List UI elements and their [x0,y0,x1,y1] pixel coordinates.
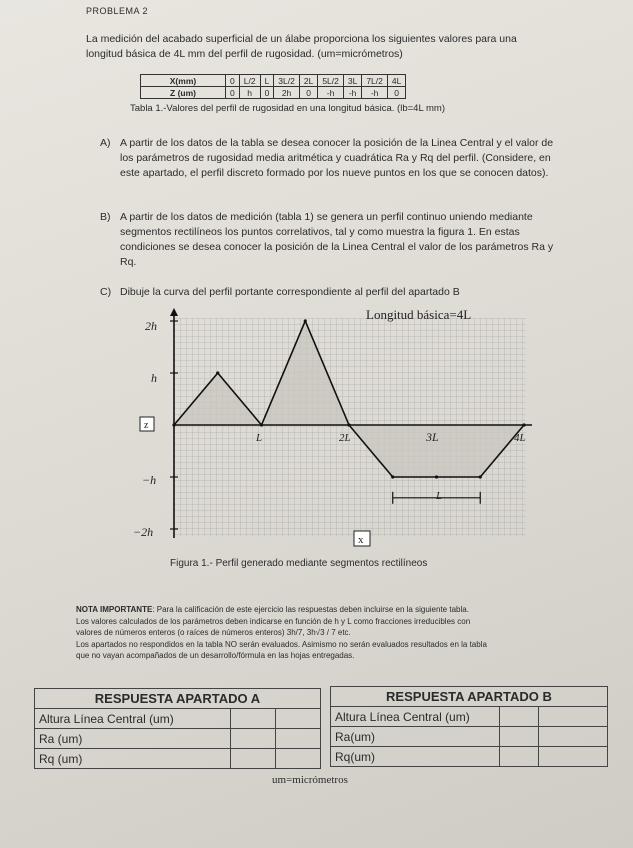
figure-caption: Figura 1.- Perfil generado mediante segmentos rectilíneos [170,558,428,569]
x-mark-4L: 4L [514,432,526,444]
profile-point [172,423,175,426]
item-a [100,136,560,181]
item-letter: B) [100,211,111,223]
profile-point [347,423,350,426]
item-letter: A) [100,137,111,149]
item-text: A partir de los datos de la tabla se desea conocer la posición de la Linea Central y el valor de los parámetros de rugosidad media aritmética y cuadrática Ra y Rq del perfil. (Considere, en este apartado, el perfil discreto formado por los nueve puntos en los que se conocen datos). [120,137,554,179]
answer-label: Ra (um) [35,729,231,749]
profile-point [260,423,263,426]
note-line: Los apartados no respondidos en la tabla NO serán evaluados. Asimismo no serán evaluados resultados en la tabla [76,639,487,649]
table-cell: h [239,87,260,99]
table-row-x [141,75,406,87]
table-cell: 0 [260,87,274,99]
answer-cell[interactable] [276,709,321,729]
answer-title-b: RESPUESTA APARTADO B [331,687,608,707]
note-line: valores de números enteros (o raíces de números enteros) 3h/7, 3h√3 / 7 etc. [76,628,351,637]
profile-point [391,475,394,478]
row-label-x: X(mm) [141,75,226,87]
answer-label: Rq (um) [35,749,231,769]
y-label-minus-h: −h [142,473,157,487]
answer-cell[interactable] [231,729,276,749]
answer-cell[interactable] [276,729,321,749]
answer-table-b [330,686,608,767]
y-label-h: h [151,371,157,385]
table-cell: 2L [299,75,317,87]
item-text: A partir de los datos de medición (tabla 1) se genera un perfil continuo uniendo mediante segmentos rectilíneos los puntos correlativos, tal y como muestra la figura 1. En estas condiciones se desea conocer la posición de la Linea Central el valor de los parámetros Ra y Rq. [120,211,554,268]
z-label: z [144,420,149,431]
table-cell: -h [362,87,388,99]
figure-title: Longitud básica=4L [366,307,472,322]
table-cell: 4L [387,75,405,87]
table-cell: L [260,75,274,87]
table-cell: 0 [387,87,405,99]
profile-point [216,371,219,374]
answer-cell[interactable] [276,749,321,769]
table-cell: 5L/2 [318,75,344,87]
intro-paragraph: La medición del acabado superficial de un álabe proporciona los siguientes valores para una longitud básica de 4L mm del perfil de rugosidad. (um=micrómetros) [86,33,517,60]
x-label: x [358,534,364,546]
profile-point [435,475,438,478]
item-c [100,285,560,300]
answer-cell[interactable] [539,707,608,727]
answer-label: Ra(um) [331,727,500,747]
answer-label: Altura Línea Central (um) [331,707,500,727]
profile-figure [120,300,540,560]
table-cell: -h [318,87,344,99]
answer-table-a [34,688,321,769]
y-label-2h: 2h [145,319,157,333]
table-cell: 2h [274,87,300,99]
table-cell: 7L/2 [362,75,388,87]
x-mark-2L: 2L [339,432,351,444]
z-axis-arrow [170,308,178,316]
item-letter: C) [100,286,112,298]
row-label-z: Z (um) [141,87,226,99]
answer-cell[interactable] [539,747,608,767]
table-cell: L/2 [239,75,260,87]
note-line: : Para la calificación de este ejercicio las respuestas deben incluirse en la siguiente tabla. [152,605,469,614]
answer-cell[interactable] [500,707,539,727]
segment-label-L: L [436,490,443,502]
note-heading: NOTA IMPORTANTE [76,605,153,614]
table-row-z [141,87,406,99]
y-label-minus-2h: −2h [133,525,154,539]
answer-cell[interactable] [231,749,276,769]
profile-point [522,423,525,426]
problem-label: PROBLEMA 2 [86,6,149,16]
footer-note: um=micrómetros [272,774,348,786]
item-b [100,210,560,270]
table-cell: -h [343,87,361,99]
item-text: Dibuje la curva del perfil portante correspondiente al perfil del apartado B [120,286,460,298]
x-mark-3L: 3L [426,430,439,444]
answer-cell[interactable] [500,747,539,767]
profile-point [479,475,482,478]
table-cell: 3L/2 [274,75,300,87]
table-cell: 0 [226,87,240,99]
table-caption: Tabla 1.-Valores del perfil de rugosidad en una longitud básica. (lb=4L mm) [130,103,446,114]
answer-label: Rq(um) [331,747,500,767]
important-note [76,604,576,662]
note-line: Los valores calculados de los parámetros deben indicarse en función de h y L como fracciones irreducibles con [76,616,471,626]
table-cell: 0 [299,87,317,99]
note-line: que no vayan acompañados de un desarrollo/fórmula en las hojas entregadas. [76,651,355,660]
answer-title-a: RESPUESTA APARTADO A [35,689,321,709]
table-cell: 0 [226,75,240,87]
answer-cell[interactable] [539,727,608,747]
x-mark-L: L [256,432,263,444]
answer-cell[interactable] [500,727,539,747]
answer-cell[interactable] [231,709,276,729]
data-table [140,74,406,99]
answer-label: Altura Línea Central (um) [35,709,231,729]
table-cell: 3L [343,75,361,87]
profile-point [304,319,307,322]
